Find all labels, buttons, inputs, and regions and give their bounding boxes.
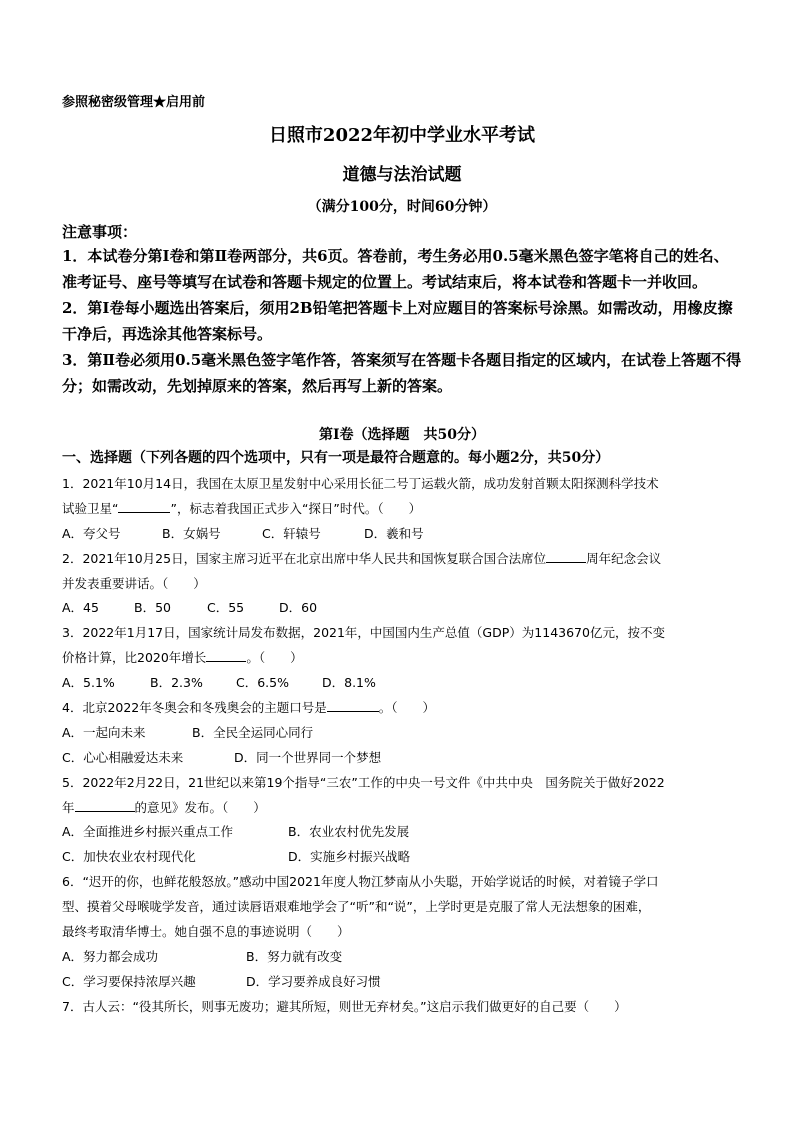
note-item: 3．第Ⅱ卷必须用0.5毫米黑色签字笔作答，答案须写在答题卡各题目指定的区域内，在试卷上答题不得分；如需改动，先划掉原来的答案，然后再写上新的答案。 [62,351,742,395]
option-a: A．5.1% [62,675,115,691]
question-3-line: 价格计算，比2020年增长 。（ ） [62,650,303,666]
answer-blank [75,799,135,812]
option-d: D．8.1% [322,675,376,691]
option-c: C．学习要保持浓厚兴趣 [62,973,196,989]
option-a: A．全面推进乡村振兴重点工作 [62,824,234,840]
question-list [62,472,742,1020]
exam-subject: 道德与法治试题 [342,165,462,185]
section-title: 一、选择题（下列各题的四个选项中，只有一项是最符合题意的。每小题2分，共50分） [62,450,610,466]
question-1-options [62,522,742,547]
exam-meta: （满分100分，时间60分钟） [307,199,497,215]
question-7-line: 7．古人云：“役其所长，则事无废功；避其所短，则世无弃材矣。”这启示我们做更好的自己要（ ） [62,998,627,1014]
notes-list [62,243,742,399]
option-b: B．50 [134,600,171,616]
option-b: B．2.3% [150,675,203,691]
answer-blank [327,699,379,712]
question-2-options [62,596,742,621]
option-a: A．努力都会成功 [62,948,159,964]
option-d: D．同一个世界同一个梦想 [234,749,382,765]
option-c: C．加快农业农村现代化 [62,849,196,865]
option-b: B．全民全运同心同行 [192,724,314,740]
volume-title: 第Ⅰ卷（选择题 共50分） [318,427,486,443]
question-2-line: 2．2021年10月25日，国家主席习近平在北京出席中华人民共和国恢复联合国合法席位 周年纪念会议 [62,550,662,566]
question-6-line: 型、摸着父母喉咙学发音，通过读唇语艰难地学会了“听”和“说”，上学时更是克服了常人无法想象的困难， [62,899,651,915]
answer-blank [118,500,170,513]
option-c: C．6.5% [236,675,289,691]
question-5-line: 年 的意见》发布。（ ） [62,799,266,815]
option-a: A．一起向未来 [62,724,146,740]
option-b: B．女娲号 [162,525,221,541]
question-3-options [62,671,742,696]
option-d: D．实施乡村振兴战略 [288,849,411,865]
question-6-line: 最终考取清华博士。她自强不息的事迹说明（ ） [62,924,350,940]
question-5-options [62,845,742,870]
question-2-line: 并发表重要讲话。（ ） [62,575,206,591]
question-1-line: 试验卫星“ ”，标志着我国正式步入“探日”时代。（ ） [62,500,422,516]
question-6-options [62,970,742,995]
question-4-options [62,721,742,746]
question-3-line: 3．2022年1月17日，国家统计局发布数据，2021年，中国国内生产总值（GDP）为1143670亿元，按不变 [62,625,665,641]
option-c: C．心心相融爱达未来 [62,749,184,765]
question-5-line: 5．2022年2月22日，21世纪以来第19个指导“三农”工作的中央一号文件《中共中央 国务院关于做好2022 [62,774,665,790]
option-d: D．羲和号 [364,525,424,541]
option-d: D．60 [279,600,318,616]
option-b: B．农业农村优先发展 [288,824,410,840]
option-d: D．学习要养成良好习惯 [246,973,381,989]
question-6-options [62,945,742,970]
question-5-options [62,820,742,845]
question-6-line: 6．“迟开的你，也鲜花般怒放。”感动中国2021年度人物江梦南从小失聪，开始学说话的时候，对着镜子学口 [62,874,659,890]
notes-heading: 注意事项： [62,223,138,241]
question-4-line: 4．北京2022年冬奥会和冬残奥会的主题口号是 。（ ） [62,700,436,716]
question-1-line: 1．2021年10月14日，我国在太原卫星发射中心采用长征二号丁运载火箭，成功发射首颗太阳探测科学技术 [62,476,659,491]
answer-blank [546,550,586,563]
answer-blank [206,649,246,662]
option-b: B．努力就有改变 [246,948,343,964]
note-item: 1．本试卷分第Ⅰ卷和第Ⅱ卷两部分，共6页。答卷前，考生务必用0.5毫米黑色签字笔将自己的姓名、准考证号、座号等填写在试卷和答题卡规定的位置上。考试结束后，将本试卷和答题卡一并收回。 [62,247,729,291]
option-c: C．轩辕号 [262,525,321,541]
question-4-options [62,746,742,771]
secret-level-label: 参照秘密级管理★启用前 [62,95,206,110]
exam-title: 日照市2022年初中学业水平考试 [268,125,536,146]
option-a: A．夸父号 [62,525,121,541]
option-a: A．45 [62,600,99,616]
note-item: 2．第Ⅰ卷每小题选出答案后，须用2B铅笔把答题卡上对应题目的答案标号涂黑。如需改动，用橡皮擦干净后，再选涂其他答案标号。 [62,299,733,343]
option-c: C．55 [207,600,245,616]
